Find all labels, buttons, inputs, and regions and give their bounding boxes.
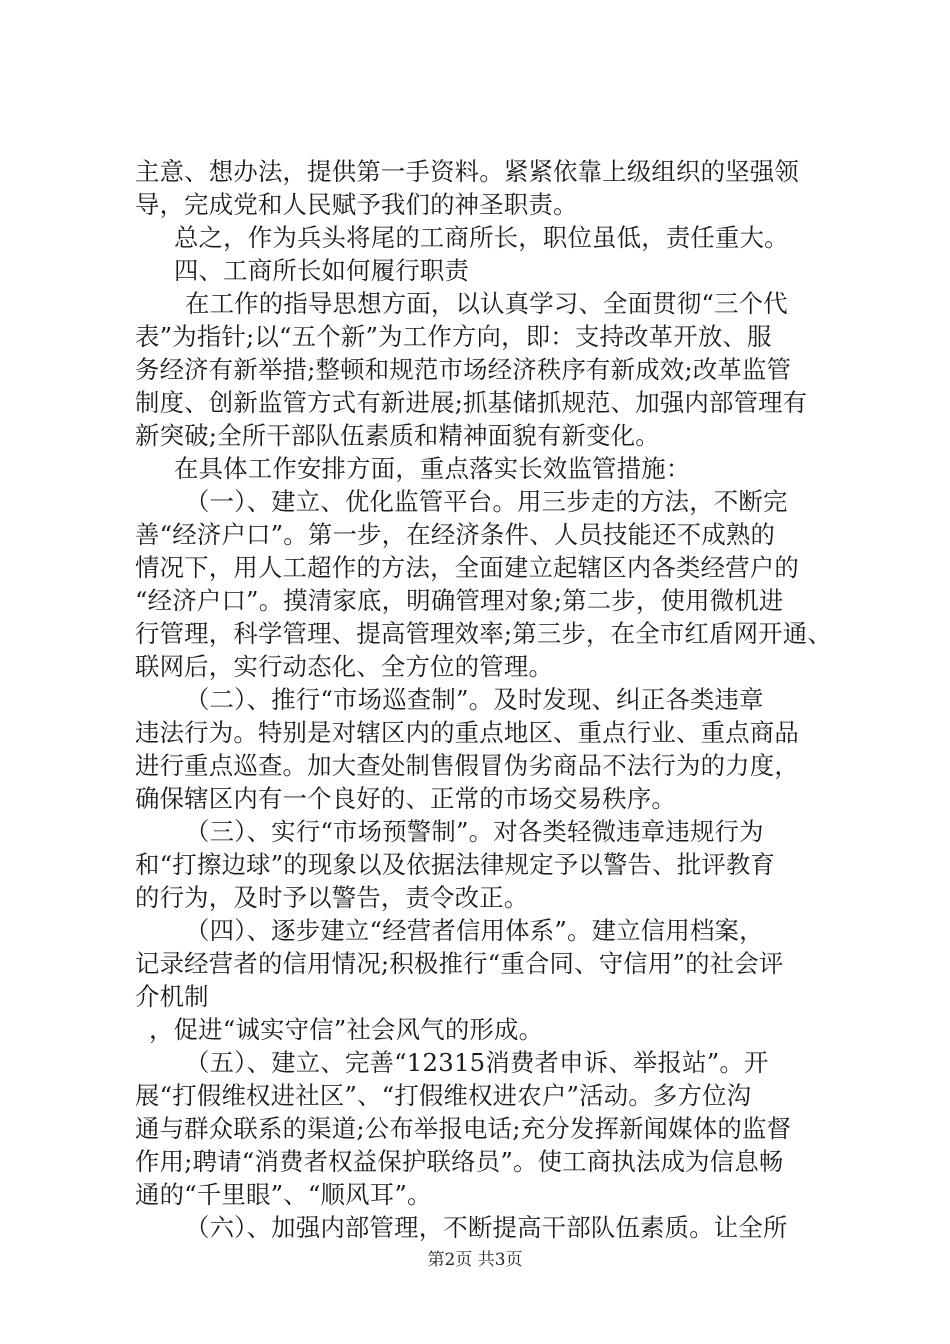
text-line: 和“打擦边球”的现象以及依据法律规定予以警告、批评教育 <box>135 850 776 879</box>
text-line: 介机制 <box>135 982 209 1011</box>
text-line: （四）、逐步建立“经营者信用体系”。建立信用档案， <box>185 916 764 945</box>
text-line: 表”为指针;以“五个新”为工作方向，即：支持改革开放、服 <box>135 322 772 351</box>
document-body <box>135 155 835 1244</box>
text-line: 总之，作为兵头将尾的工商所长，职位虽低，责任重大。 <box>174 223 789 252</box>
text-line: 进行重点巡查。加大查处制售假冒伪劣商品不法行为的力度， <box>135 751 799 780</box>
text-line: （六）、加强内部管理，不断提高干部队伍素质。让全所 <box>185 1213 788 1242</box>
text-line: 新突破;全所干部队伍素质和精神面貌有新变化。 <box>135 421 660 450</box>
text-line: 通的“千里眼”、“顺风耳”。 <box>135 1180 432 1209</box>
text-line: 通与群众联系的渠道;公布举报电话;充分发挥新闻媒体的监督 <box>135 1114 792 1143</box>
text-line: （一）、建立、优化监管平台。用三步走的方法，不断完 <box>185 487 788 516</box>
text-line: 务经济有新举措;整顿和规范市场经济秩序有新成效;改革监管 <box>135 355 792 384</box>
text-line: ，促进“诚实守信”社会风气的形成。 <box>149 1015 544 1044</box>
text-line: 作用;聘请“消费者权益保护联络员”。使工商执法成为信息畅 <box>135 1147 784 1176</box>
text-line: 制度、创新监管方式有新进展;抓基储抓规范、加强内部管理有 <box>135 388 808 417</box>
text-line: （二）、推行“市场巡查制”。及时发现、纠正各类违章 <box>185 685 764 714</box>
text-line: “经济户口”。摸清家底，明确管理对象;第二步，使用微机进 <box>135 586 784 615</box>
text-line: 行管理，科学管理、提高管理效率;第三步，在全市红盾网开通、 <box>135 619 832 648</box>
page-number-label: 第2页 共3页 <box>427 1250 523 1270</box>
page-footer <box>0 1245 950 1270</box>
text-line: （五）、建立、完善“12315消费者申诉、举报站”。开 <box>185 1048 769 1077</box>
text-line: 联网后，实行动态化、全方位的管理。 <box>135 652 554 681</box>
text-line: 在具体工作安排方面，重点落实长效监管措施： <box>174 454 691 483</box>
text-line: 善“经济户口”。第一步，在经济条件、人员技能还不成熟的 <box>135 520 776 549</box>
text-line: 展“打假维权进社区”、“打假维权进农户”活动。多方位沟 <box>135 1081 752 1110</box>
text-line: 违法行为。特别是对辖区内的重点地区、重点行业、重点商品 <box>135 718 799 747</box>
text-line: 在工作的指导思想方面，以认真学习、全面贯彻“三个代 <box>185 289 788 318</box>
text-line: 情况下，用人工超作的方法，全面建立起辖区内各类经营户的 <box>135 553 799 582</box>
text-line: 确保辖区内有一个良好的、正常的市场交易秩序。 <box>135 784 676 813</box>
text-line: 导，完成党和人民赋予我们的神圣职责。 <box>135 190 578 219</box>
text-line: 主意、想办法，提供第一手资料。紧紧依靠上级组织的坚强领 <box>135 157 799 186</box>
text-line: （三）、实行“市场预警制”。对各类轻微违章违规行为 <box>185 817 764 846</box>
section-heading: 四、工商所长如何履行职责 <box>174 256 470 285</box>
text-line: 记录经营者的信用情况;积极推行“重合同、守信用”的社会评 <box>135 949 784 978</box>
text-line: 的行为，及时予以警告，责令改正。 <box>135 883 529 912</box>
